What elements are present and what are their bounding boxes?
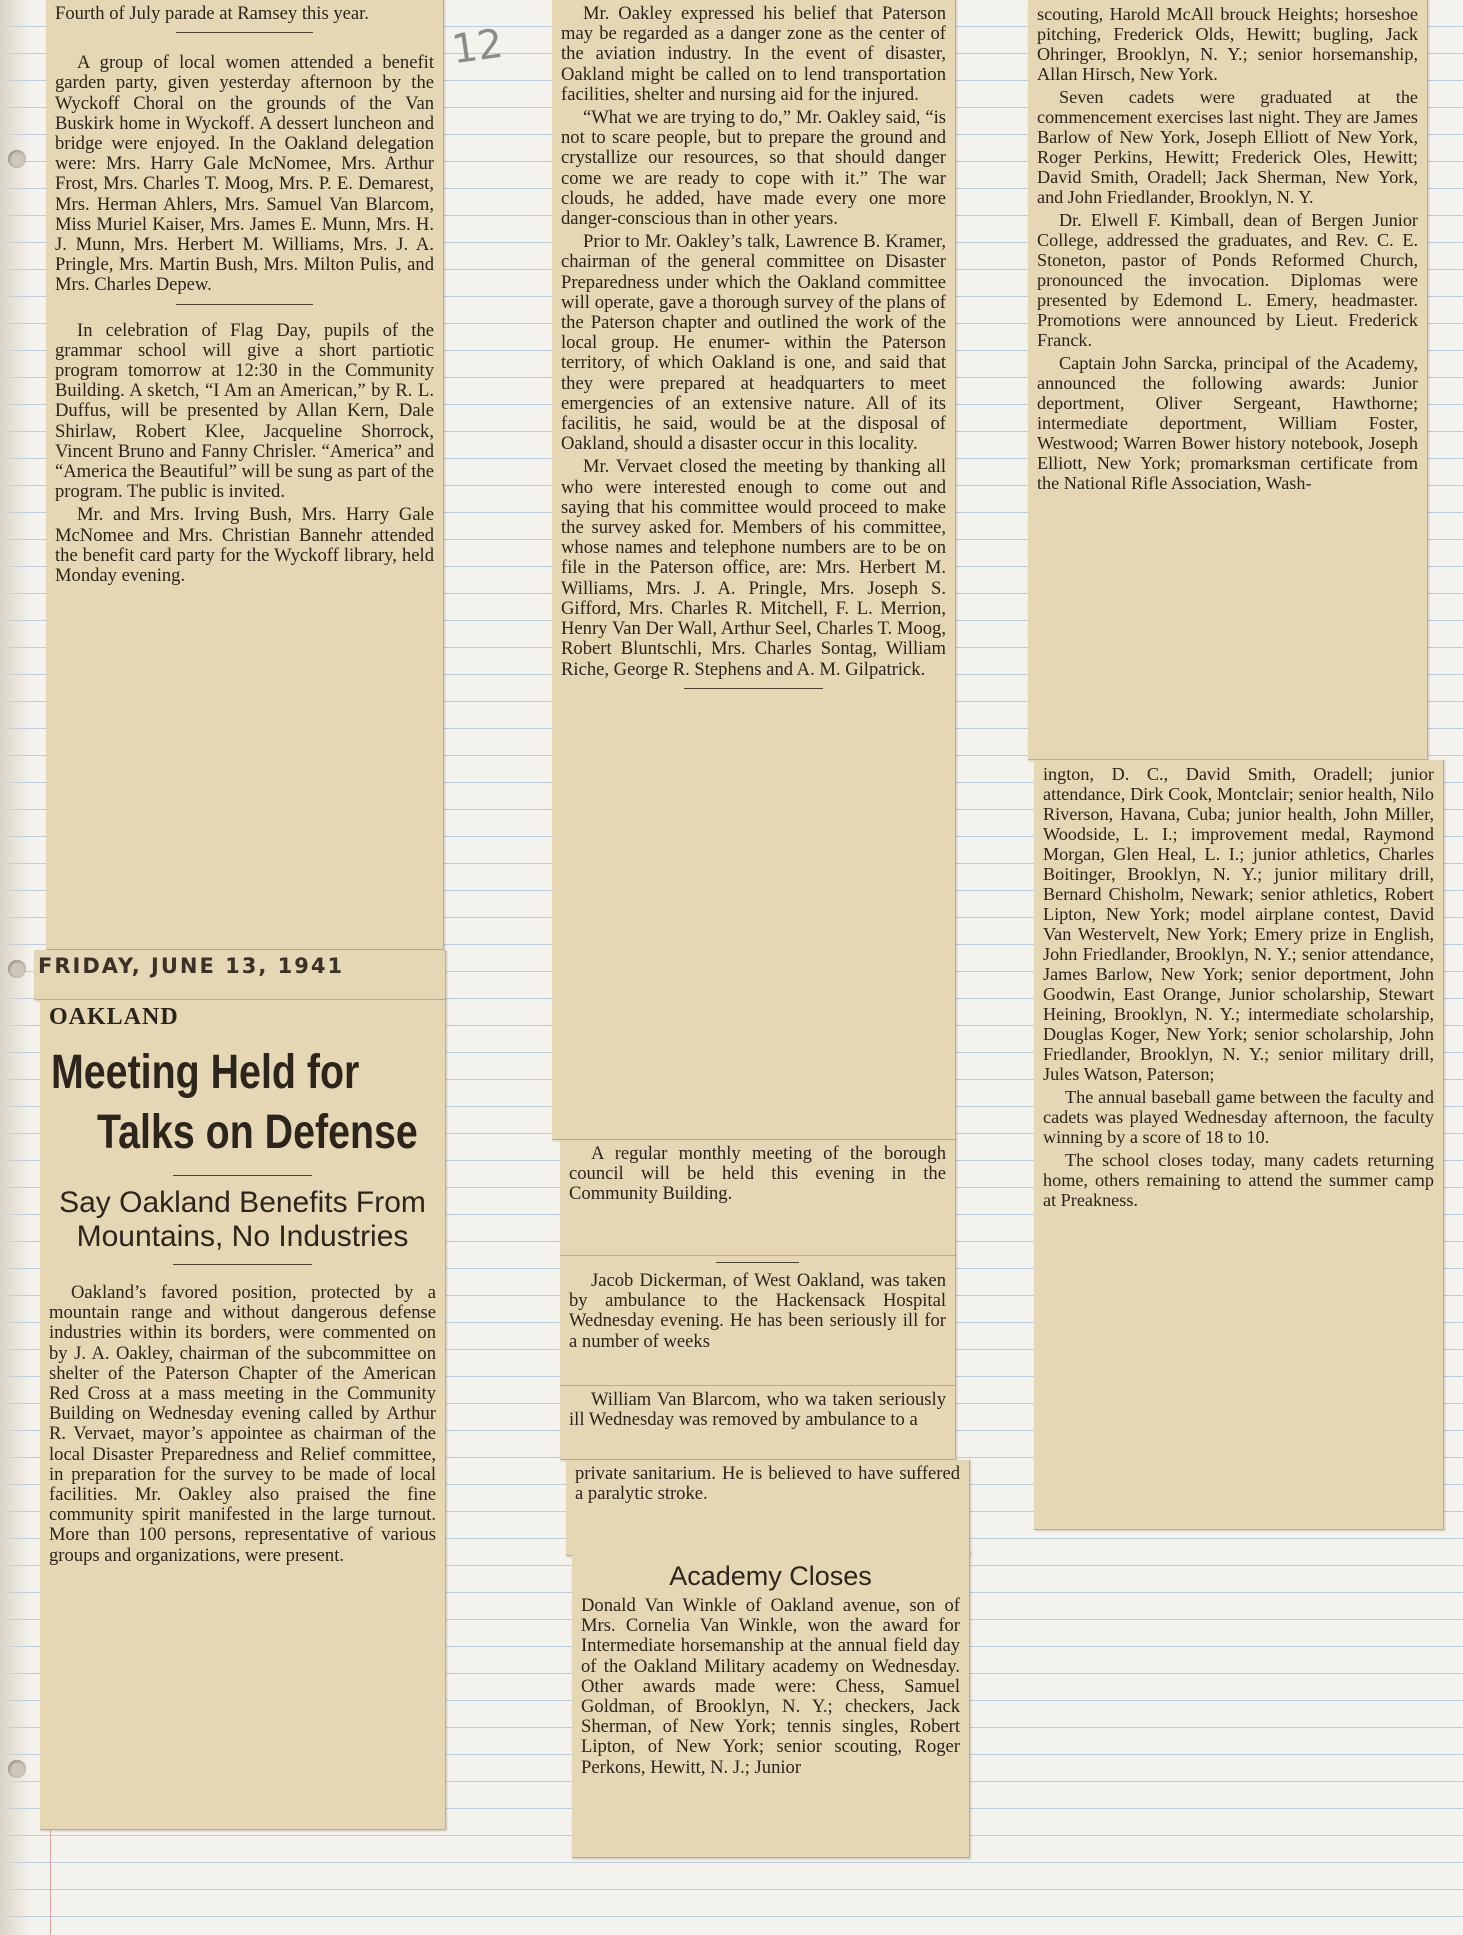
academy-heading: Academy Closes [669,1561,872,1591]
paragraph: Fourth of July parade at Ramsey this year. [55,3,369,24]
divider [716,1262,799,1263]
paragraph: Prior to Mr. Oakley’s talk, Lawrence B. Kramer, chairman of the general committee on Disaster Preparedness under which the Oakland committee will operate, gave a thorough survey of the plans of the Paterson chapter and outlined the work of the local group. He enumer- within the Paterson territory, of which Oakland is one, and said that they were prepared at headquarters to meet emergencies of an extensive nature. All of its facilitis, he said, would be at the disposal of Oakland, should a disaster occur in this locality. [561,231,946,455]
paragraph: Dr. Elwell F. Kimball, dean of Bergen Junior College, addressed the graduates, and Rev. C. E. Stoneton, pastor of Ponds Reformed Church, pronounced the invocation. Diplomas were presented by Edemond L. Emery, headmaster. Promotions were announced by Lieut. Frederick Franck. [1037,210,1418,350]
binder-hole [8,960,26,978]
headline-line-2: Talks on Defense [97,1106,418,1159]
paragraph: “What we are trying to do,” Mr. Oakley said, “is not to scare people, but to prepare the ground and crystallize our resources, so that should danger come we are ready to cope with it.” The war clouds, he added, have made every one more danger-conscious than in other years. [561,107,946,230]
paragraph: Mr. and Mrs. Irving Bush, Mrs. Harry Gale McNomee and Mrs. Christian Bannehr attended the benefit card party for the Wyckoff library, held Monday evening. [55,504,434,587]
clip-garden-party [55,53,434,295]
binder-hole [8,150,26,168]
binder-hole [8,1760,26,1778]
paragraph: Seven cadets were graduated at the commencement exercises last night. They are James Barlow of New York, Joseph Elliott of New York, Roger Perkins, Hewitt; Frederick Oles, Hewitt; David Smith, Oradell; Jack Sherman, New York, and John Friedlander, Brooklyn, N. Y. [1037,87,1418,207]
clip-flag-day [55,321,434,587]
paragraph: ington, D. C., David Smith, Oradell; junior attendance, Dirk Cook, Montclair; senior health, Nilo Riverson, Havana, Cuba; junior health, John Miller, Woodside, L. I.; improvement medal, Raymond Morgan, Glen Heal, L. I.; junior athletics, Charles Boitinger, Brooklyn, N. Y.; junior military drill, Bernard Chisholm, Newark; senior athletics, Robert Lipton, New York; model airplane contest, David Van Westervelt, New York; Emery prize in English, John Friedlander, Brooklyn, N. Y.; senior attendance, James Barlow, New York; senior deportment, John Goodwin, East Orange, Junior scholarship, Stewart Heining, Brooklyn, N. Y.; intermediate scholarship, Douglas Koger, New York; senior scholarship, John Friedlander, Brooklyn, N. Y.; senior military drill, Jules Watson, Paterson; [1043,764,1434,1084]
paragraph: A group of local women attended a benefit garden party, given yesterday afternoon by the Wyckoff Choral on the grounds of the Van Buskirk home in Wyckoff. A dessert luncheon and bridge were enjoyed. In the Oakland delegation were: Mrs. Harry Gale McNomee, Mrs. Arthur Frost, Mrs. Charles T. Moog, Mrs. P. E. Demarest, Mrs. Herman Ahlers, Mrs. Samuel Van Blarcom, Miss Muriel Kaiser, Mrs. James E. Munn, Mrs. H. J. Munn, Mrs. Herbert M. Williams, Mrs. J. A. Pringle, Mrs. Martin Bush, Mrs. Milton Pulis, and Mrs. Charles Depew. [55,52,434,296]
paragraph: Jacob Dickerman, of West Oakland, was taken by ambulance to the Hackensack Hospital Wednesday evening. He has been seriously ill for a number of weeks [569,1270,946,1352]
date-line: FRIDAY, JUNE 13, 1941 [38,954,345,978]
headline-line-1: Meeting Held for [51,1046,360,1099]
clip-academy-closes [572,1550,970,1858]
paragraph: Captain John Sarcka, principal of the Academy, announced the following awards: Junior deportment, Oliver Sergeant, Hawthorne; intermediate deportment, William Foster, Westwood; Warren Bower history notebook, Joseph Elliott, New York; promarksman certificate from the National Rifle Association, Wash- [1037,353,1418,493]
clip-sanitarium [566,1460,970,1556]
divider [684,688,823,689]
subhead: Say Oakland Benefits From Mountains, No Industries [59,1186,426,1253]
paragraph: In celebration of Flag Day, pupils of the grammar school will give a short partiotic program tomorrow at 12:30 in the Community Building. A sketch, “I Am an American,” by R. L. Duffus, will be presented by Allan Kern, Dale Shirlaw, Robert Klee, Jacqueline Shorrock, Vincent Bruno and Fanny Chrisler. “America” and “America the Beautiful” will be sung as part of the program. The public is invited. [55,319,434,503]
divider [176,304,312,305]
divider [173,1264,312,1265]
pencil-note: 12 [449,20,506,74]
paragraph: A regular monthly meeting of the borough council will be held this evening in the Community Building. [569,1143,946,1205]
section-tag: OAKLAND [49,1004,179,1030]
clip-council-meeting [560,1140,956,1256]
paragraph: Oakland’s favored position, protected by a mountain range and without dangerous defense industries within its borders, were commented on by J. A. Oakley, chairman of the subcommittee on shelter of the Paterson Chapter of the American Red Cross at a mass meeting in the Community Building on Wednesday evening called by Arthur R. Vervaet, mayor’s appointee as chairman of the local Disaster Preparedness and Relief committee, in preparation for the survey to be made of local facilities. Mr. Oakley also praised the fine community spirit manifested in the large turnout. More than 100 persons, representative of various groups and organizations, were present. [49,1282,436,1566]
dateline-strip [34,950,446,1000]
paragraph: Mr. Oakley expressed his belief that Paterson may be regarded as a danger zone as the center of the aviation industry. In the event of disaster, Oakland might be called on to lend transportation facilities, shelter and nursing aid for the injured. [561,3,946,105]
paragraph: private sanitarium. He is believed to have suffered a paralytic stroke. [575,1463,960,1505]
clip-dickerman [560,1256,956,1386]
clipping-column-2-main [552,0,956,1140]
divider [173,1175,312,1176]
clip-van-blarcom [560,1386,956,1460]
clipping-column-3-top [1028,0,1428,760]
clip-parade [55,4,434,24]
clipping-column-1 [46,0,444,950]
clipping-defense-article [40,1000,446,1830]
paragraph: Donald Van Winkle of Oakland avenue, son of Mrs. Cornelia Van Winkle, won the award for Intermediate horsemanship at the annual field day of the Oakland Military academy on Wednesday. Other awards made were: Chess, Samuel Goldman, of Brooklyn, N. Y.; checkers, Jack Sherman, of New York; tennis singles, Robert Lipton, of New York; senior scouting, Roger Perkons, Hewitt, N. J.; Junior [581,1595,960,1778]
paragraph: The annual baseball game between the faculty and cadets was played Wednesday afternoon, the faculty winning by a score of 18 to 10. [1043,1087,1434,1147]
divider [176,32,312,33]
paragraph: Mr. Vervaet closed the meeting by thanking all who were interested enough to come out and saying that his committee would proceed to make the survey asked for. Members of his committee, whose names and telephone numbers are to be on file in the Paterson office, are: Mrs. Herbert M. Williams, Mrs. J. A. Pringle, Mrs. Joseph S. Gifford, Mrs. Charles R. Mitchell, F. L. Merrion, Henry Van Der Wall, Arthur Seel, Charles T. Moog, Robert Bluntschli, Mrs. Charles Sontag, William Riche, George R. Stephens and A. M. Gilpatrick. [561,456,946,680]
clipping-column-3-bottom [1034,760,1444,1530]
paragraph: The school closes today, many cadets returning home, others remaining to attend the summer camp at Preakness. [1043,1150,1434,1210]
paragraph: William Van Blarcom, who wa taken seriously ill Wednesday was removed by ambulance to a [569,1389,946,1431]
paragraph: scouting, Harold McAll brouck Heights; horseshoe pitching, Frederick Olds, Hewitt; bugling, Jack Ohringer, Brooklyn, N. Y.; senior horsemanship, Allan Hirsch, New York. [1037,4,1418,84]
